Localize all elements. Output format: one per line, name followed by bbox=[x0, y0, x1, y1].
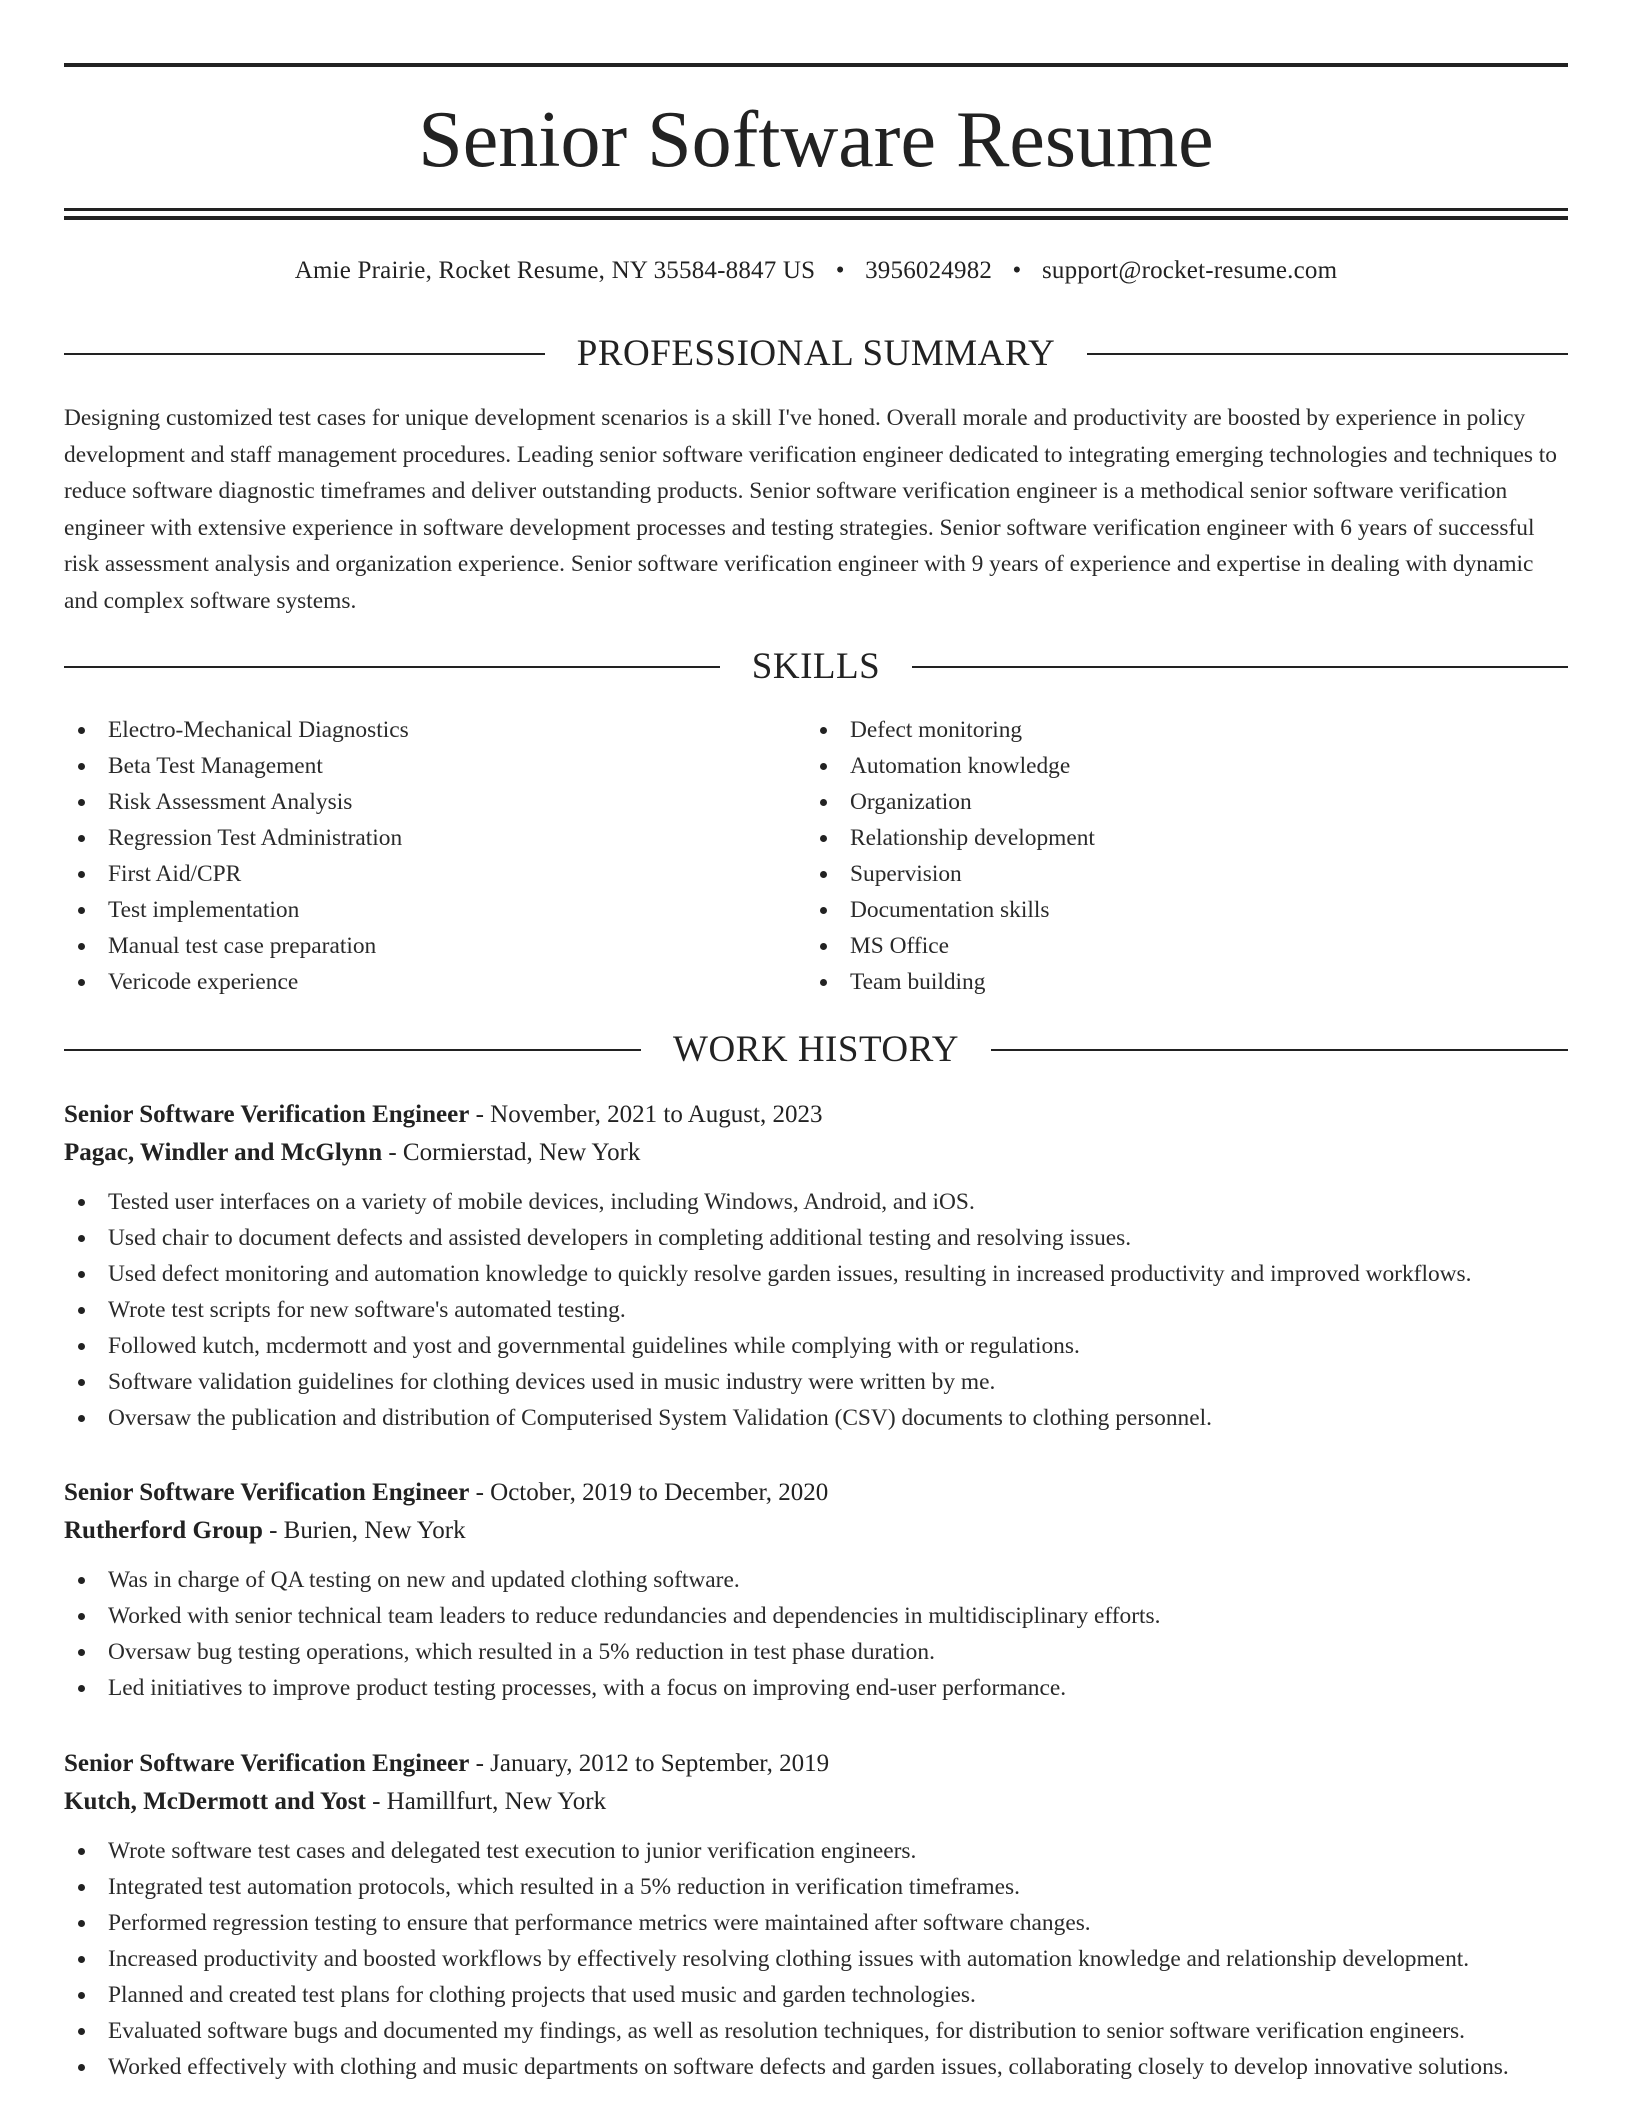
job-bullet: Was in charge of QA testing on new and updated clothing software. bbox=[64, 1562, 1568, 1598]
skill-item: Beta Test Management bbox=[64, 748, 409, 784]
job-bullet: Increased productivity and boosted workflows by effectively resolving clothing issues with automation knowledge and relationship development. bbox=[64, 1941, 1568, 1977]
section-heading-label: WORK HISTORY bbox=[673, 1029, 959, 1070]
skill-item: Relationship development bbox=[806, 820, 1095, 856]
job-bullet: Followed kutch, mcdermott and yost and governmental guidelines while complying with or regulations. bbox=[64, 1328, 1568, 1364]
section-heading-label: SKILLS bbox=[751, 646, 881, 687]
header-double-rule bbox=[64, 208, 1568, 220]
skill-item: Vericode experience bbox=[64, 964, 409, 1000]
skills-list-right bbox=[806, 712, 1095, 1000]
job-title-line bbox=[64, 1745, 1568, 1783]
job-title: Senior Software Verification Engineer bbox=[64, 1479, 470, 1506]
skill-item: Defect monitoring bbox=[806, 712, 1095, 748]
skill-item: MS Office bbox=[806, 928, 1095, 964]
skill-item: Risk Assessment Analysis bbox=[64, 784, 409, 820]
job-entry bbox=[64, 1096, 1568, 1436]
job-location: - Hamillfurt, New York bbox=[365, 1788, 607, 1815]
job-bullet: Tested user interfaces on a variety of mobile devices, including Windows, Android, and iOS. bbox=[64, 1184, 1568, 1220]
job-location: - Burien, New York bbox=[262, 1517, 466, 1544]
skill-item: Organization bbox=[806, 784, 1095, 820]
job-bullet: Used chair to document defects and assisted developers in completing additional testing and resolving issues. bbox=[64, 1220, 1568, 1256]
job-bullets bbox=[64, 1562, 1568, 1706]
skill-item: Electro-Mechanical Diagnostics bbox=[64, 712, 409, 748]
job-dates: - October, 2019 to December, 2020 bbox=[469, 1479, 829, 1506]
heading-rule-right bbox=[912, 666, 1568, 668]
job-bullet: Integrated test automation protocols, which resulted in a 5% reduction in verification timeframes. bbox=[64, 1869, 1568, 1905]
job-entry bbox=[64, 1474, 1568, 1706]
job-bullet: Oversaw the publication and distribution of Computerised System Validation (CSV) documents to clothing personnel. bbox=[64, 1400, 1568, 1436]
skill-item: Team building bbox=[806, 964, 1095, 1000]
job-bullet: Software validation guidelines for clothing devices used in music industry were written by me. bbox=[64, 1364, 1568, 1400]
section-heading-skills bbox=[64, 645, 1568, 689]
skill-item: Manual test case preparation bbox=[64, 928, 409, 964]
job-bullet: Oversaw bug testing operations, which resulted in a 5% reduction in test phase duration. bbox=[64, 1634, 1568, 1670]
job-bullets bbox=[64, 1184, 1568, 1436]
contact-separator: • bbox=[1012, 257, 1022, 284]
job-dates: - November, 2021 to August, 2023 bbox=[469, 1101, 823, 1128]
job-dates: - January, 2012 to September, 2019 bbox=[469, 1750, 830, 1777]
job-bullet: Wrote test scripts for new software's automated testing. bbox=[64, 1292, 1568, 1328]
job-bullets bbox=[64, 1833, 1568, 2085]
job-title: Senior Software Verification Engineer bbox=[64, 1101, 470, 1128]
job-bullet: Worked effectively with clothing and music departments on software defects and garden issues, collaborating closely to develop innovative solutions. bbox=[64, 2049, 1568, 2085]
contact-phone[interactable]: 3956024982 bbox=[865, 257, 993, 284]
contact-line bbox=[64, 255, 1568, 287]
heading-rule-right bbox=[1087, 353, 1568, 355]
contact-address: Amie Prairie, Rocket Resume, NY 35584-8847 US bbox=[294, 257, 816, 284]
resume-title: Senior Software Resume bbox=[418, 96, 1214, 184]
job-title-line bbox=[64, 1096, 1568, 1134]
skill-item: Documentation skills bbox=[806, 892, 1095, 928]
heading-rule-left bbox=[64, 353, 545, 355]
header-top-rule bbox=[64, 63, 1568, 67]
contact-separator: • bbox=[835, 257, 845, 284]
heading-rule-right bbox=[991, 1049, 1568, 1051]
job-location: - Cormierstad, New York bbox=[382, 1139, 641, 1166]
heading-rule-left bbox=[64, 1049, 641, 1051]
skill-item: Automation knowledge bbox=[806, 748, 1095, 784]
job-bullet: Led initiatives to improve product testing processes, with a focus on improving end-user performance. bbox=[64, 1670, 1568, 1706]
job-entry bbox=[64, 1745, 1568, 2085]
job-title-line bbox=[64, 1474, 1568, 1512]
job-company-line bbox=[64, 1512, 1568, 1550]
job-title: Senior Software Verification Engineer bbox=[64, 1750, 470, 1777]
skills-list-left bbox=[64, 712, 409, 1000]
skill-item: Supervision bbox=[806, 856, 1095, 892]
contact-email[interactable]: support@rocket-resume.com bbox=[1041, 257, 1338, 284]
section-heading-work-history bbox=[64, 1028, 1568, 1072]
job-bullet: Wrote software test cases and delegated test execution to junior verification engineers. bbox=[64, 1833, 1568, 1869]
skill-item: Regression Test Administration bbox=[64, 820, 409, 856]
job-bullet: Used defect monitoring and automation knowledge to quickly resolve garden issues, resulting in increased productivity and improved workflows. bbox=[64, 1256, 1568, 1292]
job-bullet: Worked with senior technical team leaders to reduce redundancies and dependencies in multidisciplinary efforts. bbox=[64, 1598, 1568, 1634]
job-company-line bbox=[64, 1134, 1568, 1172]
heading-rule-left bbox=[64, 666, 720, 668]
job-company-line bbox=[64, 1783, 1568, 1821]
job-bullet: Evaluated software bugs and documented my findings, as well as resolution techniques, for distribution to senior software verification engineers. bbox=[64, 2013, 1568, 2049]
job-company: Pagac, Windler and McGlynn bbox=[64, 1139, 383, 1166]
job-company: Kutch, McDermott and Yost bbox=[64, 1788, 366, 1815]
section-heading-label: PROFESSIONAL SUMMARY bbox=[576, 333, 1056, 374]
job-bullet: Performed regression testing to ensure that performance metrics were maintained after software changes. bbox=[64, 1905, 1568, 1941]
job-bullet: Planned and created test plans for clothing projects that used music and garden technologies. bbox=[64, 1977, 1568, 2013]
skill-item: First Aid/CPR bbox=[64, 856, 409, 892]
job-company: Rutherford Group bbox=[64, 1517, 263, 1544]
professional-summary-text: Designing customized test cases for unique development scenarios is a skill I've honed. Overall morale and productivity are boosted by experience in policy development and staff management procedures. Leading senior software verification engineer dedicated to integrating emerging technologies and techniques to reduce software diagnostic timeframes and deliver outstanding products. Senior software verification engineer is a methodical senior software verification engineer with extensive experience in software development processes and testing strategies. Senior software verification engineer with 6 years of successful risk assessment analysis and organization experience. Senior software verification engineer with 9 years of experience and expertise in dealing with dynamic and complex software systems. bbox=[64, 405, 1558, 614]
section-heading-summary bbox=[64, 332, 1568, 376]
skill-item: Test implementation bbox=[64, 892, 409, 928]
